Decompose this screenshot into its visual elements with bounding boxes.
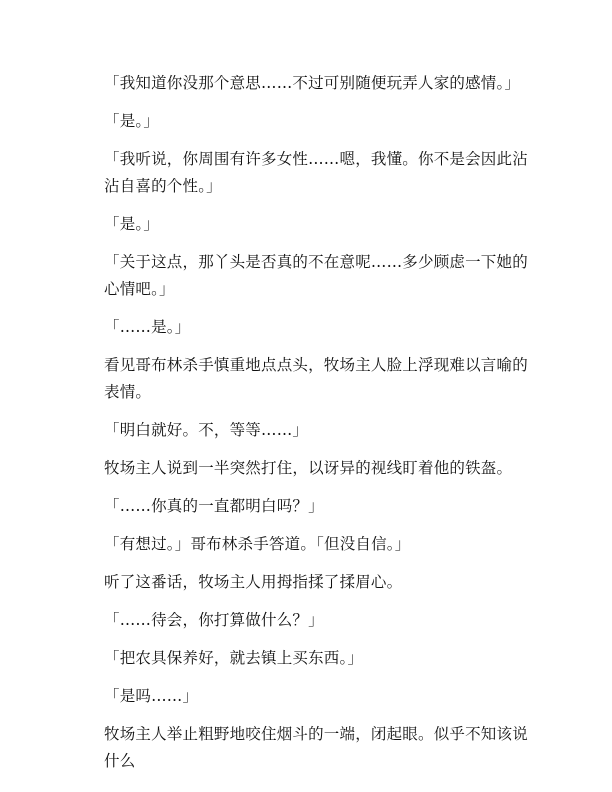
paragraph-1: 「我知道你没那个意思……不过可别随便玩弄人家的感情。」	[104, 74, 521, 92]
paragraph-4: 「是。」	[104, 215, 160, 233]
paragraph-15: 「是吗……」	[104, 687, 199, 705]
paragraph-6: 「……是。」	[104, 318, 191, 336]
body-text	[104, 70, 540, 786]
paragraph-2: 「是。」	[104, 112, 160, 130]
paragraph-13: 「……待会，你打算做什么？」	[104, 611, 324, 629]
paragraph-9: 牧场主人说到一半突然打住，以讶异的视线盯着他的铁盔。	[104, 459, 513, 477]
paragraph-7: 看见哥布林杀手慎重地点点头，牧场主人脸上浮现难以言喻的表情。	[104, 356, 528, 401]
paragraph-16: 牧场主人举止粗野地咬住烟斗的一端，闭起眼。似乎不知该说什么	[104, 725, 528, 770]
paragraph-10: 「……你真的一直都明白吗？」	[104, 497, 324, 515]
paragraph-5: 「关于这点，那丫头是否真的不在意呢……多少顾虑一下她的心情吧。」	[104, 253, 528, 298]
paragraph-14: 「把农具保养好，就去镇上买东西。」	[104, 649, 364, 667]
paragraph-12: 听了这番话，牧场主人用拇指揉了揉眉心。	[104, 573, 403, 591]
paragraph-11: 「有想过。」哥布林杀手答道。「但没自信。」	[104, 535, 411, 553]
paragraph-8: 「明白就好。不，等等……」	[104, 421, 309, 439]
paragraph-3: 「我听说，你周围有许多女性……嗯，我懂。你不是会因此沾沾自喜的个性。」	[104, 150, 528, 195]
